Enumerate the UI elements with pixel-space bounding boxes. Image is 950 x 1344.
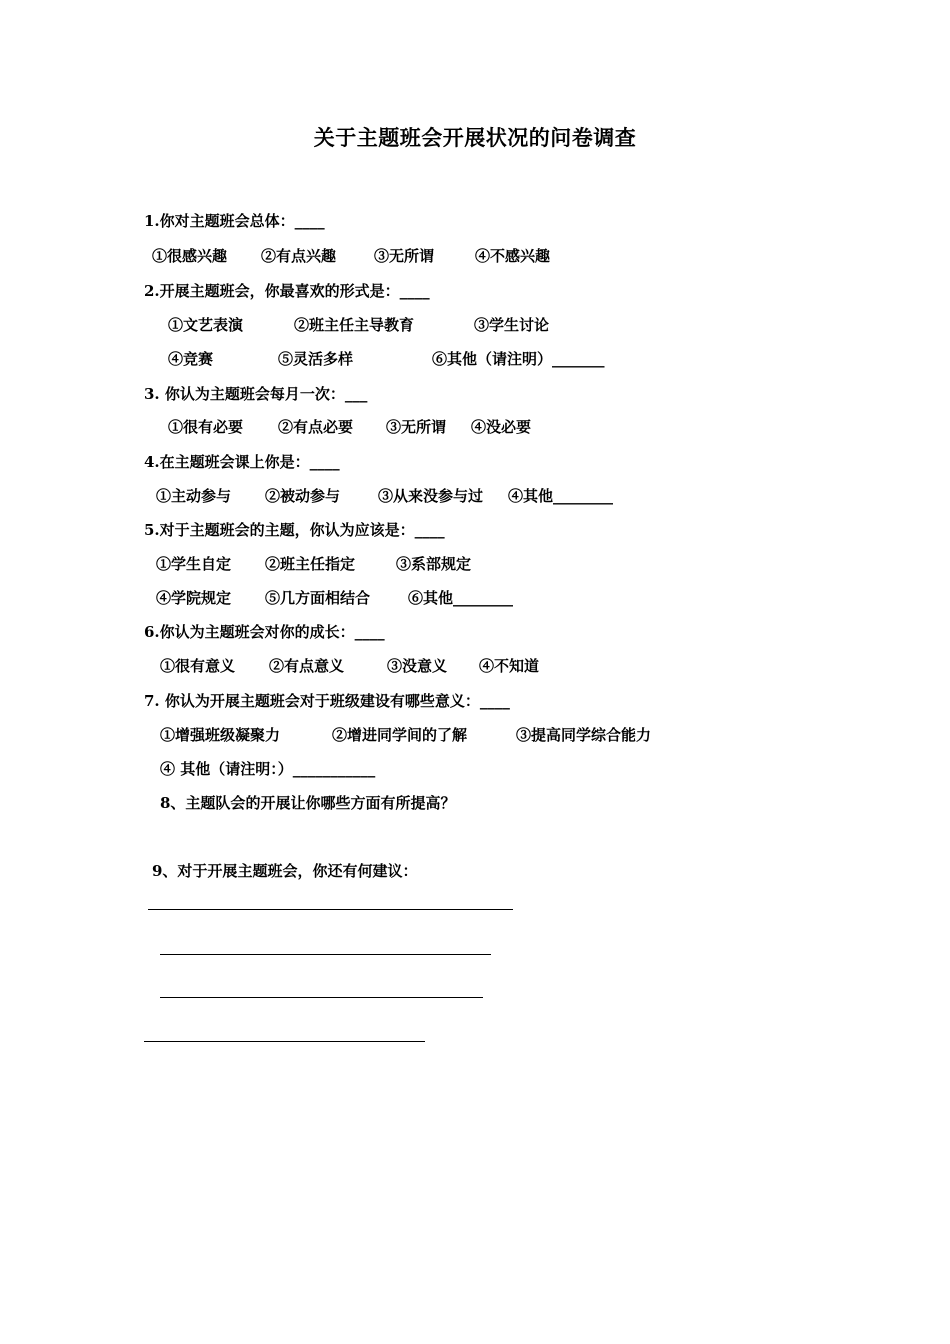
answer-line-3: [160, 997, 483, 998]
q5-option-4: ④学院规定: [156, 589, 232, 607]
question-8: 8、主题队会的开展让你哪些方面有所提高？: [160, 794, 456, 812]
q6-option-3: ③没意义: [387, 657, 448, 675]
q4-option-4: ④其他________: [508, 487, 614, 505]
q2-option-1: ①文艺表演: [168, 316, 244, 334]
question-5: 5.对于主题班会的主题，你认为应该是：____: [144, 521, 445, 539]
answer-line-1: [148, 909, 513, 910]
answer-line-2: [160, 954, 491, 955]
question-2: 2.开展主题班会，你最喜欢的形式是：____: [144, 282, 430, 300]
q5-option-6: ⑥其他________: [408, 589, 514, 607]
question-3: 3. 你认为主题班会每月一次：___: [144, 385, 368, 403]
q2-option-6: ⑥其他（请注明）_______: [432, 350, 605, 368]
q6-option-1: ①很有意义: [160, 657, 236, 675]
q7-option-4: ④ 其他（请注明：）___________: [160, 760, 376, 778]
page-title: 关于主题班会开展状况的问卷调查: [313, 125, 637, 150]
q7-option-2: ②增进同学间的了解: [332, 726, 468, 744]
q5-option-3: ③系部规定: [396, 555, 472, 573]
q5-option-2: ②班主任指定: [265, 555, 356, 573]
q6-option-4: ④不知道: [479, 657, 540, 675]
q1-option-4: ④不感兴趣: [475, 247, 551, 265]
question-4: 4.在主题班会课上你是：____: [144, 453, 340, 471]
q5-option-5: ⑤几方面相结合: [265, 589, 371, 607]
q5-option-1: ①学生自定: [156, 555, 232, 573]
question-6: 6.你认为主题班会对你的成长：____: [144, 623, 385, 641]
q3-option-4: ④没必要: [471, 418, 532, 436]
q3-option-1: ①很有必要: [168, 418, 244, 436]
q1-option-1: ①很感兴趣: [152, 247, 228, 265]
question-7: 7. 你认为开展主题班会对于班级建设有哪些意义：____: [144, 692, 510, 710]
q1-option-3: ③无所谓: [374, 247, 435, 265]
q3-option-3: ③无所谓: [386, 418, 447, 436]
q4-option-3: ③从来没参与过: [378, 487, 484, 505]
q6-option-2: ②有点意义: [269, 657, 345, 675]
answer-line-4: [144, 1041, 425, 1042]
q4-option-2: ②被动参与: [265, 487, 341, 505]
q3-option-2: ②有点必要: [278, 418, 354, 436]
q2-option-2: ②班主任主导教育: [294, 316, 415, 334]
q2-option-3: ③学生讨论: [474, 316, 550, 334]
question-1: 1.你对主题班会总体：____: [144, 212, 325, 230]
question-9: 9、对于开展主题班会，你还有何建议：: [152, 862, 418, 880]
q7-option-1: ①增强班级凝聚力: [160, 726, 281, 744]
q4-option-1: ①主动参与: [156, 487, 232, 505]
q1-option-2: ②有点兴趣: [261, 247, 337, 265]
q2-option-4: ④竞赛: [168, 350, 214, 368]
q2-option-5: ⑤灵活多样: [278, 350, 354, 368]
q7-option-3: ③提高同学综合能力: [516, 726, 652, 744]
